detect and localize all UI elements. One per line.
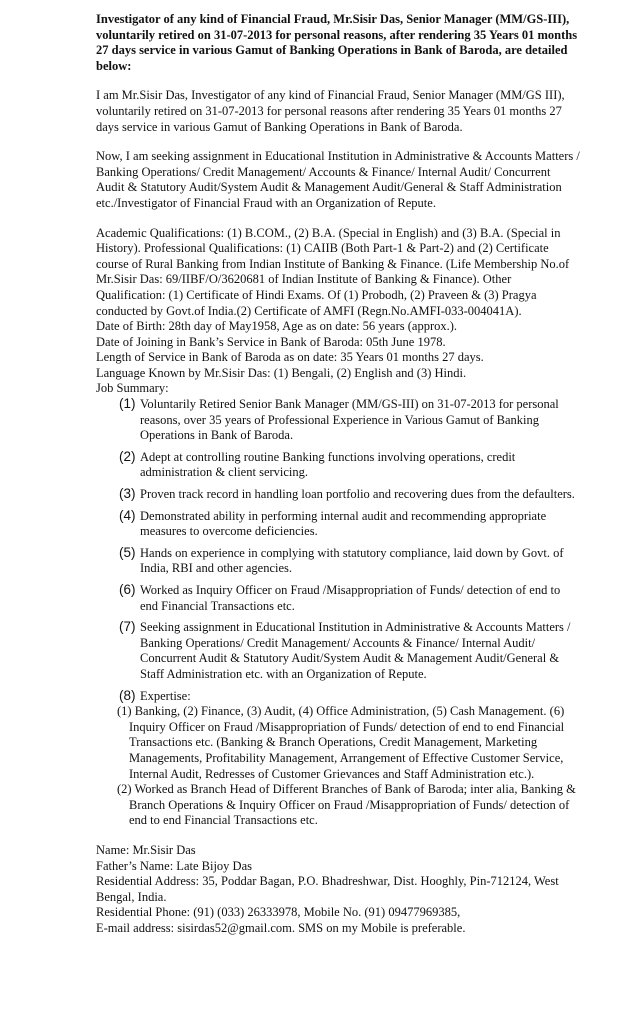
job-summary-label: Job Summary: [96, 381, 169, 396]
summary-item-text: Seeking assignment in Educational Institution in Administrative & Accounts Matters / Banking Operations/ Credit Management/ Accounts & Finance/ Internal Audit/ Concurrent Audit & Statutory Audit/System Audit & Management Audit/General & Staff Administration etc. with an Organization of Repute. [140, 620, 571, 681]
summary-item-text: Hands on experience in complying with statutory compliance, laid down by Govt. of India, RBI and other agencies. [140, 545, 564, 576]
contact-phone: Residential Phone: (91) (033) 26333978, Mobile No. (91) 09477969385, [96, 905, 461, 920]
summary-item [96, 397, 580, 444]
summary-item [96, 450, 580, 481]
expertise-item: (2) Worked as Branch Head of Different Branches of Bank of Baroda; inter alia, Banking & Branch Operations & Inquiry Officer on Fraud /Misappropriation of Funds/ detection of end to end Financial Transactions etc. [117, 782, 576, 828]
summary-item [96, 620, 580, 682]
expertise-item: (1) Banking, (2) Finance, (3) Audit, (4) Office Administration, (5) Cash Management. (6) Inquiry Officer on Fraud /Misappropriation of Funds/ detection of end to end Financial Transactions etc. (Banking & Branch Operations, Credit Management, Marketing Managements, Profitability Management, Arrangement of Effective Customer Service, Internal Audit, Redresses of Customer Grievances and Staff Administration etc.). [117, 704, 565, 781]
document-page [96, 12, 580, 936]
summary-item-number: (7) [119, 619, 136, 635]
summary-item-number: (4) [119, 507, 136, 523]
expertise-list [96, 704, 580, 829]
qualifications-text: Academic Qualifications: (1) B.COM., (2) B.A. (Special in English) and (3) B.A. (Special in History). Professional Qualifications: (1) CAIIB (Both Part-1 & Part-2) and (2) Certificate course of Rural Banking from Indian Institute of Banking & Finance. (Life Membership No.of Mr.Sisir Das: 69/IIBF/O/3620681 of Indian Institute of Banking & Finance). Other Qualification: (1) Certificate of Hindi Exams. Of (1) Probodh, (2) Praveen & (3) Pragya conducted by Govt.of India.(2) Certificate of AMFI (Regn.No.AMFI-033-004041A). [96, 225, 570, 318]
summary-item-text: Proven track record in handling loan portfolio and recovering dues from the defaulters. [140, 487, 575, 502]
summary-item-text: Voluntarily Retired Senior Bank Manager (MM/GS-III) on 31-07-2013 for personal reasons, over 35 years of Professional Experience in Various Gamut of Banking Operations in Bank of Baroda. [140, 397, 559, 443]
summary-item-number: (5) [119, 544, 136, 560]
expertise-label: Expertise: [140, 688, 191, 703]
contact-email: E-mail address: sisirdas52@gmail.com. SMS on my Mobile is preferable. [96, 920, 466, 935]
summary-item-text: Adept at controlling routine Banking functions involving operations, credit administration & client servicing. [140, 449, 516, 480]
summary-item [96, 509, 580, 540]
date-of-joining: Date of Joining in Bank’s Service in Bank of Baroda: 05th June 1978. [96, 334, 446, 349]
summary-item-number: (1) [119, 396, 136, 412]
contact-block [96, 843, 580, 937]
length-of-service: Length of Service in Bank of Baroda as on date: 35 Years 01 months 27 days. [96, 350, 484, 365]
expertise-number: (8) [119, 687, 136, 703]
seeking-paragraph: Now, I am seeking assignment in Educational Institution in Administrative & Accounts Matters / Banking Operations/ Credit Management/ Accounts & Finance/ Internal Audit/ Concurrent Audit & Statutory Audit/System Audit & Management Audit/General & Staff Administration etc./Investigator of Financial Fraud with an Organization of Repute. [96, 149, 580, 210]
languages-known: Language Known by Mr.Sisir Das: (1) Bengali, (2) English and (3) Hindi. [96, 365, 467, 380]
contact-father-name: Father’s Name: Late Bijoy Das [96, 858, 252, 873]
summary-item [96, 546, 580, 577]
intro-paragraph: I am Mr.Sisir Das, Investigator of any kind of Financial Fraud, Senior Manager (MM/GS III), voluntarily retired on 31-07-2013 for personal reasons after rendering 35 Years 01 months 27 days service in various Gamut of Banking Operations in Bank of Baroda. [96, 88, 565, 134]
summary-item [96, 487, 580, 503]
summary-item-number: (6) [119, 582, 136, 597]
contact-address: Residential Address: 35, Poddar Bagan, P.O. Bhadreshwar, Dist. Hooghly, Pin-712124, West Bengal, India. [96, 874, 559, 904]
summary-item-text: Worked as Inquiry Officer on Fraud /Misappropriation of Funds/ detection of end to end Financial Transactions etc. [140, 583, 561, 613]
summary-item-number: (3) [119, 486, 136, 502]
summary-item [96, 583, 580, 614]
expertise-heading [96, 689, 580, 705]
contact-name: Name: Mr.Sisir Das [96, 842, 196, 857]
job-summary-list [96, 397, 580, 683]
summary-item-text: Demonstrated ability in performing internal audit and recommending appropriate measures to overcome deficiencies. [140, 508, 547, 539]
summary-item-number: (2) [119, 448, 136, 464]
date-of-birth: Date of Birth: 28th day of May1958, Age as on date: 56 years (approx.). [96, 319, 458, 334]
document-heading: Investigator of any kind of Financial Fraud, Mr.Sisir Das, Senior Manager (MM/GS-III), voluntarily retired on 31-07-2013 for personal reasons, after rendering 35 Years 01 months 27 days service in various Gamut of Banking Operations in Bank of Baroda, are detailed below: [96, 12, 578, 73]
